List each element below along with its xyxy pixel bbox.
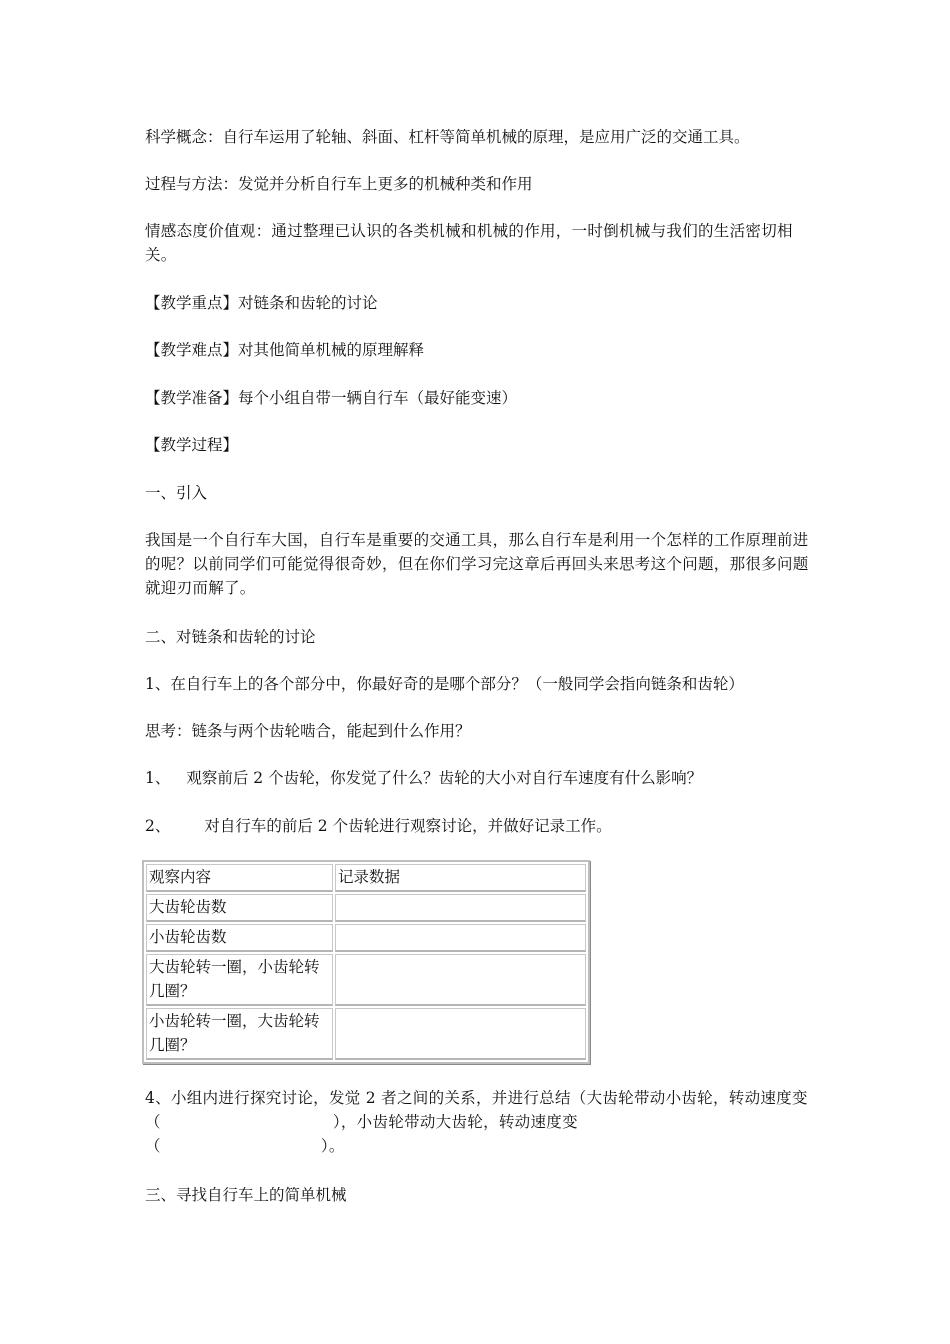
table-cell-label: 大齿轮齿数 xyxy=(146,894,333,922)
table-cell-value xyxy=(335,954,586,1006)
table-header-cell: 记录数据 xyxy=(335,864,586,892)
observe-item-text: 观察前后 2 个齿轮，你发觉了什么？齿轮的大小对自行车速度有什么影响？ xyxy=(186,769,703,787)
table-cell-label: 小齿轮转一圈，大齿轮转几圈？ xyxy=(146,1008,333,1060)
record-item-text: 对自行车的前后 2 个齿轮进行观察讨论，并做好记录工作。 xyxy=(204,817,612,835)
table-header-row xyxy=(146,864,586,892)
observe-item xyxy=(145,766,810,790)
table-row xyxy=(146,894,586,922)
table-row xyxy=(146,954,586,1006)
question-1: 1、在自行车上的各个部分中，你最好奇的是哪个部分？（一般同学会指向链条和齿轮） xyxy=(145,675,744,693)
conclusion-text-2: ），小齿轮带动大齿轮，转动速度变 xyxy=(332,1113,578,1131)
conclusion-text-3: （ xyxy=(145,1137,161,1155)
record-item-number: 2、 xyxy=(145,817,171,835)
section-2-heading: 二、对链条和齿轮的讨论 xyxy=(145,628,316,646)
table-header-cell: 观察内容 xyxy=(146,864,333,892)
table-row xyxy=(146,924,586,952)
conclusion-text-1: 4、小组内进行探究讨论，发觉 2 者之间的关系，并进行总结（大齿轮带动小齿轮，转动速度变（ xyxy=(145,1089,808,1131)
introduction-paragraph: 我国是一个自行车大国，自行车是重要的交通工具，那么自行车是利用一个怎样的工作原理前进的呢？以前同学们可能觉得很奇妙，但在你们学习完这章后再回头来思考这个问题，那很多问题就迎刃而解了。 xyxy=(145,531,809,597)
teaching-focus: 【教学重点】对链条和齿轮的讨论 xyxy=(145,294,378,312)
emotion-values-paragraph: 情感态度价值观：通过整理已认识的各类机械和机械的作用，一时倒机械与我们的生活密切相关。 xyxy=(145,222,793,264)
table-row xyxy=(146,1008,586,1060)
think-question: 思考：链条与两个齿轮啮合，能起到什么作用？ xyxy=(145,722,471,740)
record-item xyxy=(145,814,810,838)
teaching-difficulty: 【教学难点】对其他简单机械的原理解释 xyxy=(145,341,425,359)
conclusion-text-4: ）。 xyxy=(320,1137,345,1155)
observation-table xyxy=(142,860,590,1064)
table-cell-label: 小齿轮齿数 xyxy=(146,924,333,952)
observe-item-number: 1、 xyxy=(145,769,171,787)
table-cell-label: 大齿轮转一圈，小齿轮转几圈？ xyxy=(146,954,333,1006)
teaching-preparation: 【教学准备】每个小组自带一辆自行车（最好能变速） xyxy=(145,389,518,407)
science-concept-paragraph: 科学概念：自行车运用了轮轴、斜面、杠杆等简单机械的原理，是应用广泛的交通工具。 xyxy=(145,128,750,146)
table-cell-value xyxy=(335,1008,586,1060)
table-cell-value xyxy=(335,894,586,922)
conclusion-paragraph xyxy=(145,1086,810,1158)
table-cell-value xyxy=(335,924,586,952)
section-1-heading: 一、引入 xyxy=(145,484,208,502)
section-3-heading: 三、寻找自行车上的简单机械 xyxy=(145,1186,347,1204)
process-method-paragraph: 过程与方法：发觉并分析自行车上更多的机械种类和作用 xyxy=(145,175,533,193)
teaching-process-heading: 【教学过程】 xyxy=(145,436,239,454)
